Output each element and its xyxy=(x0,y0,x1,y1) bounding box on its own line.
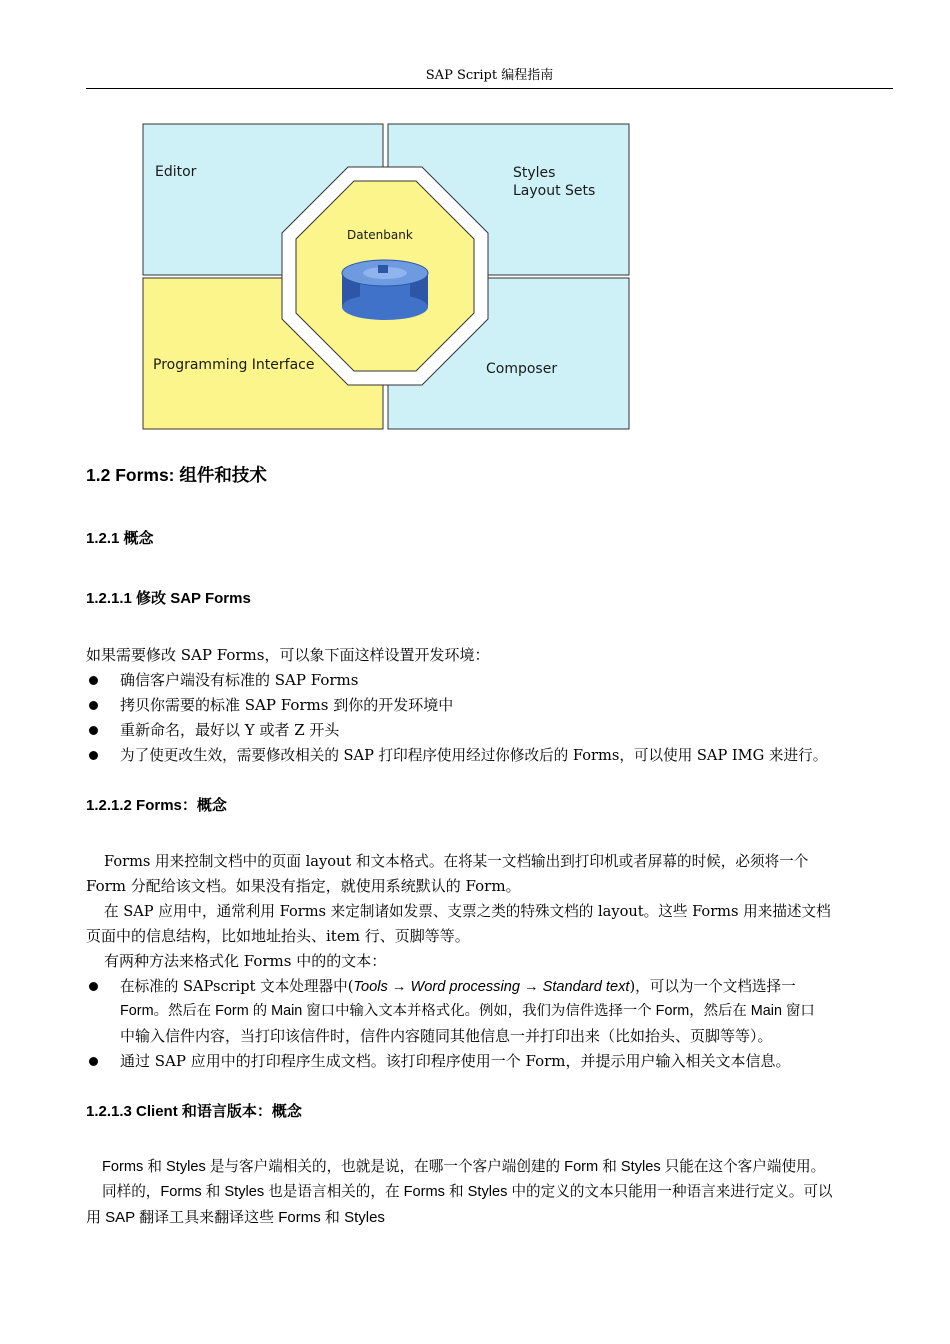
section-1-2-heading: 1.2 Forms: 组件和技术 xyxy=(86,465,267,485)
menu-path: Tools → Word processing → Standard text xyxy=(353,979,630,995)
client-paragraph-1: Forms 和 Styles 是与客户端相关的，也就是说，在哪一个客户端创建的 Form 和 Styles 只能在这个客户端使用。 xyxy=(102,1159,826,1175)
list-item-text: 拷贝你需要的标准 SAP Forms 到你的开发环境中 xyxy=(120,696,454,714)
layout-sets-label: Layout Sets xyxy=(513,183,596,199)
client-paragraph-2-line-2: 用 SAP 翻译工具来翻译这些 Forms 和 Styles xyxy=(86,1209,385,1226)
client-paragraph-2-line-1: 同样的，Forms 和 Styles 也是语言相关的，在 Forms 和 Styles 中的定义的文本只能用一种语言来进行定义。可以 xyxy=(102,1184,833,1200)
database-cylinder-icon xyxy=(342,260,428,320)
forms-paragraph-1-line-2: Form 分配给该文档。如果没有指定，就使用系统默认的 Form。 xyxy=(86,877,521,895)
page-header-title: SAP Script 编程指南 xyxy=(425,68,554,83)
composer-label: Composer xyxy=(486,361,558,377)
list-item xyxy=(86,974,893,1049)
bullet-icon xyxy=(89,676,98,685)
forms-paragraph-1-line-1: Forms 用来控制文档中的页面 layout 和文本格式。在将某一文档输出到打印机或者屏幕的时候，必须将一个 xyxy=(104,853,809,870)
bullet-icon xyxy=(89,726,98,735)
section-1-2-1-1-heading: 1.2.1.1 修改 SAP Forms xyxy=(86,590,251,607)
diagram-graphic xyxy=(142,123,632,431)
section-1-2-1-1-intro: 如果需要修改 SAP Forms，可以象下面这样设置开发环境： xyxy=(86,646,490,664)
bullet-icon xyxy=(89,982,98,991)
forms-paragraph-2-line-1: 在 SAP 应用中，通常利用 Forms 来定制诸如发票、支票之类的特殊文档的 layout。这些 Forms 用来描述文档 xyxy=(104,903,831,920)
section-1-2-1-3-heading: 1.2.1.3 Client 和语言版本：概念 xyxy=(86,1103,302,1120)
list-item-text-line-1: 在标准的 SAPscript 文本处理器中(Tools → Word processing → Standard text)，可以为一个文档选择一 xyxy=(120,978,796,995)
sapscript-components-diagram xyxy=(142,123,632,431)
forms-paragraph-2-line-2: 页面中的信息结构，比如地址抬头、item 行、页脚等等。 xyxy=(86,927,470,945)
list-item-text-line-3: 中输入信件内容，当打印该信件时，信件内容随同其他信息一并打印出来（比如抬头、页脚等等）。 xyxy=(120,1027,773,1045)
list-item-text: 为了使更改生效，需要修改相关的 SAP 打印程序使用经过你修改后的 Forms，可以使用 SAP IMG 来进行。 xyxy=(120,747,828,764)
forms-paragraph-3: 有两种方法来格式化 Forms 中的的文本： xyxy=(104,952,387,970)
programming-interface-label: Programming Interface xyxy=(153,357,315,373)
section-1-2-1-2-heading: 1.2.1.2 Forms：概念 xyxy=(86,797,227,814)
section-1-2-1-heading: 1.2.1 概念 xyxy=(86,530,154,547)
editor-label: Editor xyxy=(155,164,197,180)
datenbank-label: Datenbank xyxy=(347,228,413,242)
bullet-icon xyxy=(89,701,98,710)
list-item-text: 重新命名，最好以 Y 或者 Z 开头 xyxy=(120,721,340,739)
list-item-text: 通过 SAP 应用中的打印程序生成文档。该打印程序使用一个 Form，并提示用户输入相关文本信息。 xyxy=(120,1052,791,1070)
page-header xyxy=(86,66,893,89)
list-item-text-line-2: Form。然后在 Form 的 Main 窗口中输入文本并格式化。例如，我们为信件选择一个 Form，然后在 Main 窗口 xyxy=(120,1003,815,1019)
styles-label: Styles xyxy=(513,165,556,181)
list-item-text: 确信客户端没有标准的 SAP Forms xyxy=(120,671,359,689)
bullet-icon xyxy=(89,1057,98,1066)
bullet-icon xyxy=(89,751,98,760)
